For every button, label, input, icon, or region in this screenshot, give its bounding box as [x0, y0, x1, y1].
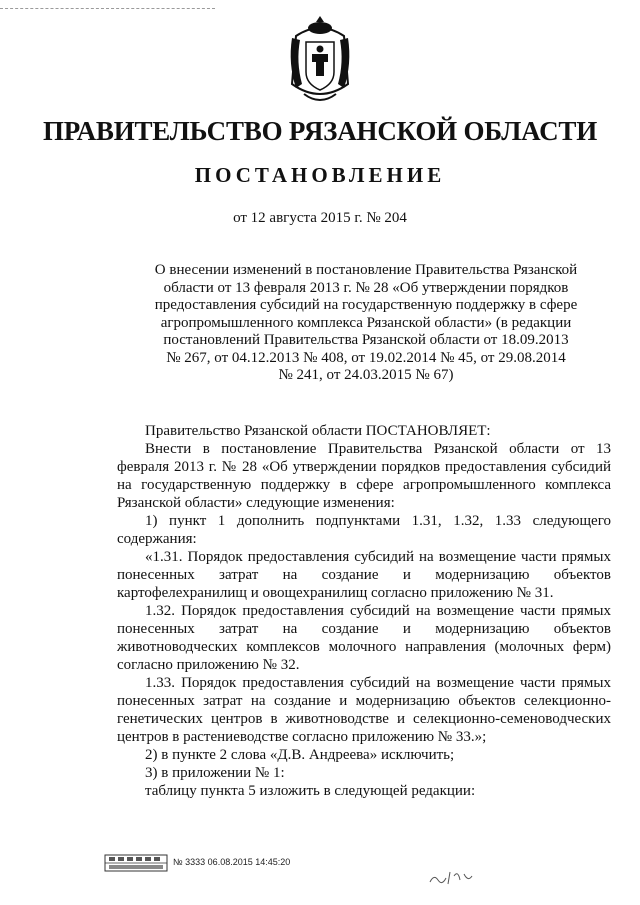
subpoint-1-31: «1.31. Порядок предоставления субсидий на возмещение части прямых понесенных затрат на создание и модернизацию объектов картофелехранилищ и овощехранилищ согласно приложению № 31. — [117, 549, 611, 601]
registration-stamp-text: № 3333 06.08.2015 14:45:20 — [173, 857, 291, 867]
resolution-intro: Правительство Рязанской области ПОСТАНОВЛЯЕТ: — [145, 423, 491, 439]
handwritten-mark — [428, 866, 474, 888]
document-type: ПОСТАНОВЛЕНИЕ — [194, 163, 446, 187]
registry-stamp-icon — [104, 854, 168, 872]
amendment-intro: Внести в постановление Правительства Рязанской области от 13 февраля 2013 г. № 28 «Об утверждении порядков предоставления субсидий на государственную поддержку в сфере агропромышленного комплекса Рязанской области» следующие изменения: — [117, 441, 611, 511]
table-instruction: таблицу пункта 5 изложить в следующей редакции: — [145, 783, 476, 799]
document-subject — [146, 262, 586, 385]
top-dashed-line — [0, 8, 215, 9]
subject-line: предоставления субсидий на государственную поддержку в сфере — [154, 297, 578, 313]
subject-line: области от 13 февраля 2013 г. № 28 «Об утверждении порядков — [163, 279, 569, 296]
document-date-number: от 12 августа 2015 г. № 204 — [233, 210, 407, 226]
subpoint-1-32: 1.32. Порядок предоставления субсидий на возмещение части прямых понесенных затрат на создание и модернизацию объектов животноводческих комплексов молочного направления (молочных ферм) согласно приложению № 32. — [117, 603, 611, 673]
subject-line: постановлений Правительства Рязанской области от 18.09.2013 — [163, 332, 569, 348]
amendment-item-1: 1) пункт 1 дополнить подпунктами 1.31, 1.32, 1.33 следующего содержания: — [117, 513, 611, 547]
subject-line: О внесении изменений в постановление Правительства Рязанской — [154, 262, 578, 278]
subject-line: № 241, от 24.03.2015 № 67) — [278, 367, 454, 383]
amendment-item-3: 3) в приложении № 1: — [145, 765, 285, 781]
organization-title: ПРАВИТЕЛЬСТВО РЯЗАНСКОЙ ОБЛАСТИ — [42, 116, 598, 146]
subject-line: № 267, от 04.12.2013 № 408, от 19.02.2014 № 45, от 29.08.2014 — [166, 349, 566, 366]
amendment-item-2: 2) в пункте 2 слова «Д.В. Андреева» исключить; — [145, 747, 455, 763]
subject-line: агропромышленного комплекса Рязанской области» (в редакции — [160, 314, 572, 331]
subpoint-1-33: 1.33. Порядок предоставления субсидий на возмещение части прямых понесенных затрат на создание и модернизацию объектов селекционно-генетических центров в животноводстве и селекционно-семеноводческих центров в растениеводстве согласно приложению № 33.»; — [117, 675, 611, 745]
document-body — [117, 422, 611, 800]
coat-of-arms-emblem — [286, 14, 354, 110]
